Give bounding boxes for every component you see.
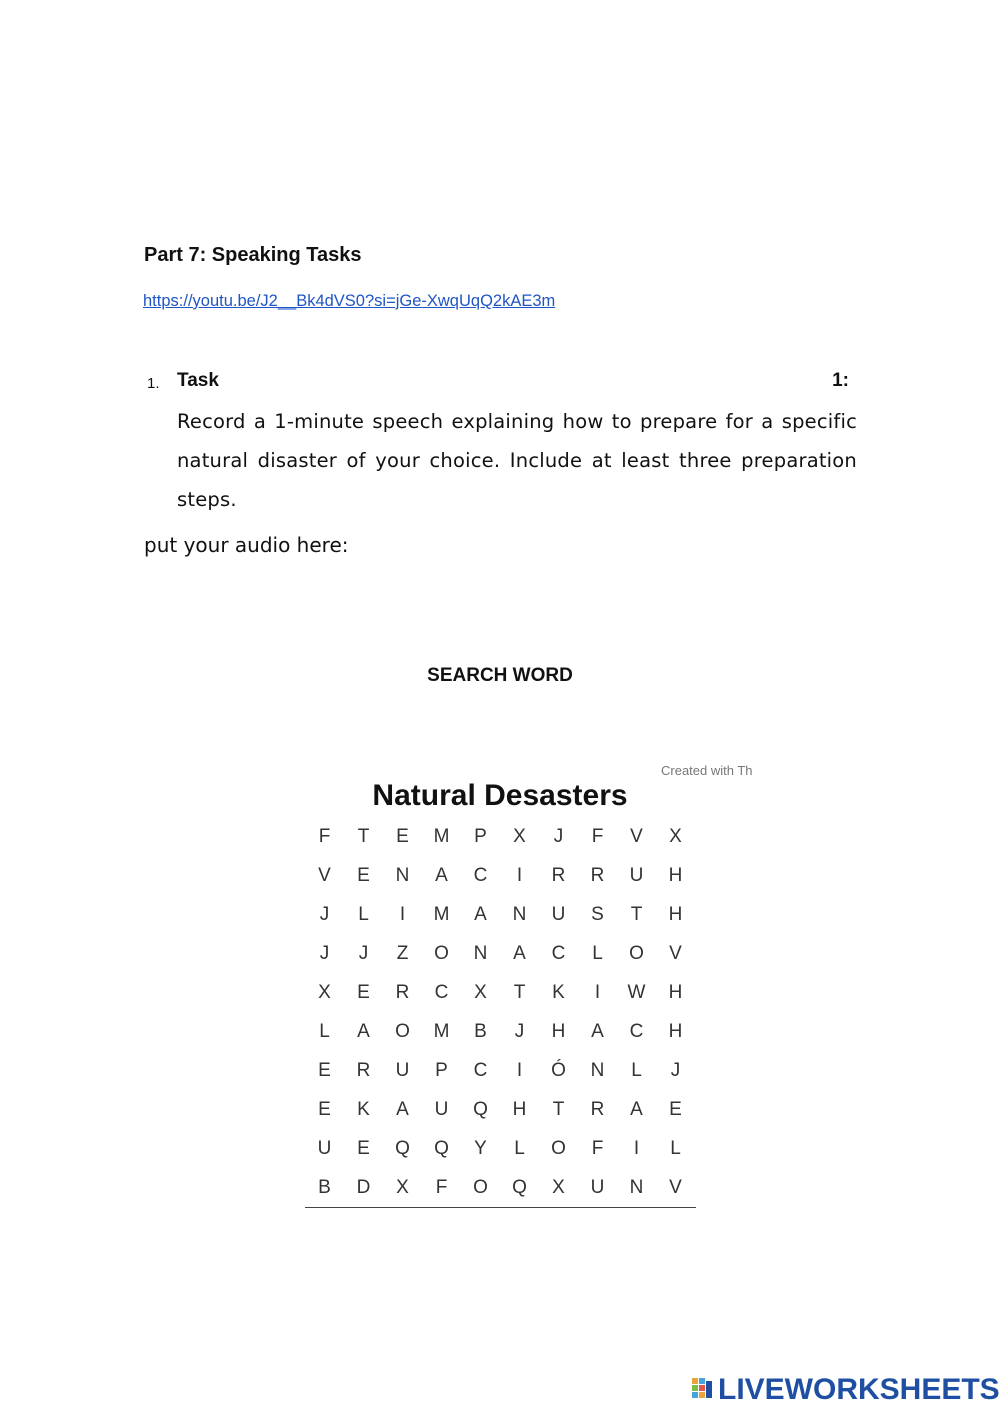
grid-letter: W bbox=[627, 981, 646, 1003]
grid-letter: F bbox=[318, 825, 331, 847]
grid-letter: R bbox=[590, 1098, 605, 1120]
grid-letter: L bbox=[592, 942, 603, 964]
grid-letter: K bbox=[357, 1098, 370, 1120]
grid-letter: Z bbox=[396, 942, 409, 964]
brand-name: LIVEWORKSHEETS bbox=[718, 1373, 1000, 1406]
grid-letter: O bbox=[629, 942, 644, 964]
grid-letter: I bbox=[516, 864, 523, 886]
grid-letter: J bbox=[670, 1059, 681, 1081]
grid-letter: L bbox=[319, 1020, 330, 1042]
letter-grid bbox=[305, 817, 695, 1207]
liveworksheets-logo-icon bbox=[692, 1377, 714, 1403]
task-label: Task bbox=[177, 370, 219, 391]
grid-letter: X bbox=[396, 1176, 409, 1198]
grid-letter: R bbox=[395, 981, 410, 1003]
grid-letter: X bbox=[669, 825, 682, 847]
grid-letter: A bbox=[630, 1098, 643, 1120]
grid-letter: B bbox=[474, 1020, 487, 1042]
grid-letter: E bbox=[669, 1098, 682, 1120]
grid-letter: H bbox=[512, 1098, 527, 1120]
grid-letter: X bbox=[513, 825, 526, 847]
grid-letter: X bbox=[318, 981, 331, 1003]
grid-letter: E bbox=[318, 1059, 331, 1081]
task-heading bbox=[177, 370, 849, 392]
grid-letter: J bbox=[319, 942, 330, 964]
grid-letter: N bbox=[395, 864, 410, 886]
search-word-heading: SEARCH WORD bbox=[427, 665, 573, 686]
word-search-puzzle bbox=[300, 755, 770, 1215]
grid-letter: I bbox=[399, 903, 406, 925]
grid-letter: T bbox=[630, 903, 643, 925]
grid-letter: M bbox=[433, 1020, 450, 1042]
grid-letter: H bbox=[668, 864, 683, 886]
puzzle-title: Natural Desasters bbox=[372, 779, 628, 812]
grid-letter: U bbox=[551, 903, 566, 925]
grid-letter: F bbox=[591, 825, 604, 847]
grid-letter: F bbox=[591, 1137, 604, 1159]
grid-letter: U bbox=[434, 1098, 449, 1120]
grid-letter: H bbox=[551, 1020, 566, 1042]
part-title: Part 7: Speaking Tasks bbox=[144, 244, 362, 266]
grid-letter: E bbox=[396, 825, 409, 847]
grid-letter: A bbox=[435, 864, 448, 886]
grid-letter: N bbox=[473, 942, 488, 964]
grid-letter: J bbox=[553, 825, 564, 847]
grid-letter: K bbox=[552, 981, 565, 1003]
grid-letter: I bbox=[516, 1059, 523, 1081]
grid-letter: Q bbox=[395, 1137, 410, 1159]
grid-letter: H bbox=[668, 903, 683, 925]
grid-letter: T bbox=[552, 1098, 565, 1120]
grid-letter: A bbox=[513, 942, 526, 964]
grid-letter: L bbox=[514, 1137, 525, 1159]
grid-letter: H bbox=[668, 981, 683, 1003]
grid-letter: R bbox=[590, 864, 605, 886]
grid-letter: T bbox=[513, 981, 526, 1003]
grid-letter: L bbox=[670, 1137, 681, 1159]
grid-letter: A bbox=[396, 1098, 409, 1120]
grid-letter: O bbox=[395, 1020, 410, 1042]
grid-letter: T bbox=[357, 825, 370, 847]
video-link[interactable]: https://youtu.be/J2__Bk4dVS0?si=jGe-XwqUqQ2kAE3m bbox=[143, 292, 556, 310]
grid-letter: Q bbox=[512, 1176, 527, 1198]
task-number: 1. bbox=[147, 375, 160, 392]
grid-letter: A bbox=[591, 1020, 604, 1042]
grid-letter: B bbox=[318, 1176, 331, 1198]
grid-letter: V bbox=[669, 1176, 682, 1198]
grid-letter: O bbox=[434, 942, 449, 964]
grid-letter: O bbox=[551, 1137, 566, 1159]
grid-letter: E bbox=[318, 1098, 331, 1120]
grid-letter: N bbox=[629, 1176, 644, 1198]
grid-letter: N bbox=[512, 903, 527, 925]
grid-letter: E bbox=[357, 864, 370, 886]
grid-letter: L bbox=[358, 903, 369, 925]
grid-letter: P bbox=[435, 1059, 448, 1081]
grid-letter: I bbox=[633, 1137, 640, 1159]
grid-letter: Ó bbox=[551, 1059, 566, 1081]
audio-prompt: put your audio here: bbox=[144, 533, 349, 557]
grid-letter: E bbox=[357, 981, 370, 1003]
grid-letter: V bbox=[630, 825, 643, 847]
grid-letter: N bbox=[590, 1059, 605, 1081]
grid-letter: V bbox=[669, 942, 682, 964]
grid-letter: Q bbox=[473, 1098, 488, 1120]
brand-logo bbox=[692, 1372, 1000, 1408]
grid-letter: H bbox=[668, 1020, 683, 1042]
grid-letter: Q bbox=[434, 1137, 449, 1159]
grid-letter: L bbox=[631, 1059, 642, 1081]
grid-letter: R bbox=[356, 1059, 371, 1081]
grid-letter: O bbox=[473, 1176, 488, 1198]
grid-letter: M bbox=[433, 903, 450, 925]
grid-letter: F bbox=[435, 1176, 448, 1198]
grid-letter: X bbox=[552, 1176, 565, 1198]
grid-letter: V bbox=[318, 864, 331, 886]
grid-letter: X bbox=[474, 981, 487, 1003]
grid-letter: A bbox=[357, 1020, 370, 1042]
grid-letter: D bbox=[356, 1176, 371, 1198]
grid-letter: C bbox=[473, 1059, 488, 1081]
grid-letter: J bbox=[358, 942, 369, 964]
grid-letter: C bbox=[434, 981, 449, 1003]
grid-letter: R bbox=[551, 864, 566, 886]
grid-letter: Y bbox=[474, 1137, 487, 1159]
grid-letter: U bbox=[395, 1059, 410, 1081]
grid-divider bbox=[305, 1207, 696, 1208]
grid-letter: A bbox=[474, 903, 487, 925]
grid-letter: C bbox=[551, 942, 566, 964]
grid-letter: S bbox=[591, 903, 604, 925]
grid-letter: J bbox=[514, 1020, 525, 1042]
grid-letter: U bbox=[629, 864, 644, 886]
task-instructions: Record a 1-minute speech explaining how to prepare for a specific natural disaster of your choice. Include at least three preparation steps. bbox=[177, 410, 857, 511]
grid-letter: U bbox=[317, 1137, 332, 1159]
grid-letter: E bbox=[357, 1137, 370, 1159]
grid-letter: C bbox=[473, 864, 488, 886]
grid-letter: J bbox=[319, 903, 330, 925]
grid-letter: I bbox=[594, 981, 601, 1003]
puzzle-credit: Created with Th bbox=[661, 763, 753, 778]
grid-letter: M bbox=[433, 825, 450, 847]
grid-letter: C bbox=[629, 1020, 644, 1042]
grid-letter: U bbox=[590, 1176, 605, 1198]
grid-letter: P bbox=[474, 825, 487, 847]
task-label-number: 1: bbox=[832, 370, 849, 391]
